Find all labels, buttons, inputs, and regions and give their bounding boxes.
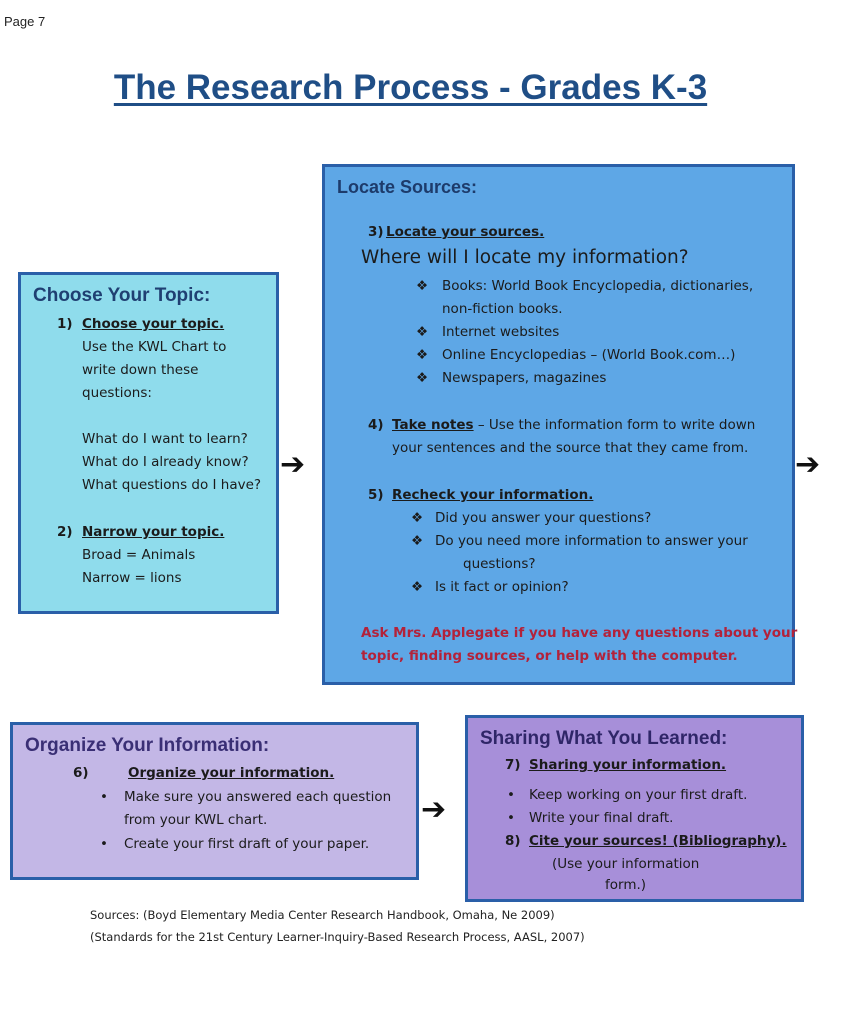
source-item: Online Encyclopedias – (World Book.com…) bbox=[442, 347, 736, 363]
kwl-question: What do I want to learn? bbox=[82, 431, 248, 447]
step-7-number: 7) bbox=[505, 757, 521, 773]
diamond-bullet-icon: ❖ bbox=[416, 278, 429, 294]
step-4-text-line2: your sentences and the source that they came from. bbox=[392, 440, 749, 456]
step-1-line: questions: bbox=[82, 385, 152, 401]
kwl-question: What questions do I have? bbox=[82, 477, 262, 493]
step-4-line bbox=[392, 417, 755, 433]
dot-bullet-icon: • bbox=[100, 789, 108, 805]
dot-bullet-icon: • bbox=[507, 810, 515, 826]
choose-topic-heading: Choose Your Topic: bbox=[33, 285, 211, 306]
sharing-heading: Sharing What You Learned: bbox=[480, 728, 728, 749]
step-8-note-line2: form.) bbox=[605, 877, 647, 893]
arrow-right-icon: ➔ bbox=[795, 447, 821, 482]
page-number: Page 7 bbox=[4, 14, 46, 29]
step-1-line: write down these bbox=[82, 362, 199, 378]
ask-teacher-note: Ask Mrs. Applegate if you have any questions about your bbox=[361, 625, 798, 641]
source-item: Newspapers, magazines bbox=[442, 370, 607, 386]
sources-citation: Sources: (Boyd Elementary Media Center Research Handbook, Omaha, Ne 2009) bbox=[90, 908, 555, 922]
step-4-title: Take notes bbox=[392, 417, 474, 433]
step-1-number: 1) bbox=[57, 316, 73, 332]
step-6-title: Organize your information. bbox=[128, 765, 335, 781]
step-8-number: 8) bbox=[505, 833, 521, 849]
sharing-item: Keep working on your first draft. bbox=[529, 787, 748, 803]
step-2-line: Narrow = lions bbox=[82, 570, 182, 586]
step-1-title: Choose your topic. bbox=[82, 316, 225, 332]
sharing-item: Write your final draft. bbox=[529, 810, 674, 826]
page-title: The Research Process - Grades K-3 bbox=[113, 68, 708, 107]
organize-item: Make sure you answered each question bbox=[124, 789, 392, 805]
diamond-bullet-icon: ❖ bbox=[416, 347, 429, 363]
sharing-box bbox=[465, 715, 804, 902]
ask-teacher-note-line2: topic, finding sources, or help with the computer. bbox=[361, 648, 738, 664]
organize-item: Create your first draft of your paper. bbox=[124, 836, 370, 852]
step-2-line: Broad = Animals bbox=[82, 547, 196, 563]
arrow-right-icon: ➔ bbox=[421, 792, 447, 827]
source-item: Internet websites bbox=[442, 324, 560, 340]
step-3-title: Locate your sources. bbox=[386, 224, 545, 240]
locate-question: Where will I locate my information? bbox=[361, 247, 689, 268]
step-4-text: – Use the information form to write down bbox=[473, 417, 756, 433]
dot-bullet-icon: • bbox=[100, 836, 108, 852]
diamond-bullet-icon: ❖ bbox=[416, 370, 429, 386]
diamond-bullet-icon: ❖ bbox=[416, 324, 429, 340]
dot-bullet-icon: • bbox=[507, 787, 515, 803]
recheck-item-continued: questions? bbox=[463, 556, 536, 572]
step-1-line: Use the KWL Chart to bbox=[82, 339, 227, 355]
source-item-continued: non-fiction books. bbox=[442, 301, 563, 317]
diamond-bullet-icon: ❖ bbox=[411, 510, 424, 526]
step-3-number: 3) bbox=[368, 224, 384, 240]
step-7-title: Sharing your information. bbox=[529, 757, 727, 773]
diamond-bullet-icon: ❖ bbox=[411, 533, 424, 549]
sources-citation: (Standards for the 21st Century Learner-Inquiry-Based Research Process, AASL, 2007) bbox=[90, 930, 585, 944]
recheck-item: Do you need more information to answer your bbox=[435, 533, 748, 549]
step-8-note: (Use your information bbox=[552, 856, 700, 872]
diamond-bullet-icon: ❖ bbox=[411, 579, 424, 595]
locate-sources-heading: Locate Sources: bbox=[337, 177, 478, 197]
arrow-right-icon: ➔ bbox=[280, 447, 306, 482]
recheck-item: Did you answer your questions? bbox=[435, 510, 652, 526]
kwl-question: What do I already know? bbox=[82, 454, 249, 470]
step-2-number: 2) bbox=[57, 524, 73, 540]
organize-info-heading: Organize Your Information: bbox=[25, 735, 270, 756]
step-2-title: Narrow your topic. bbox=[82, 524, 225, 540]
step-4-number: 4) bbox=[368, 417, 384, 433]
step-5-number: 5) bbox=[368, 487, 384, 503]
source-item: Books: World Book Encyclopedia, dictionaries, bbox=[442, 278, 754, 294]
step-8-title: Cite your sources! (Bibliography). bbox=[529, 833, 787, 849]
organize-item-continued: from your KWL chart. bbox=[124, 812, 268, 828]
step-5-title: Recheck your information. bbox=[392, 487, 594, 503]
step-6-number: 6) bbox=[73, 765, 89, 781]
recheck-item: Is it fact or opinion? bbox=[435, 579, 569, 595]
